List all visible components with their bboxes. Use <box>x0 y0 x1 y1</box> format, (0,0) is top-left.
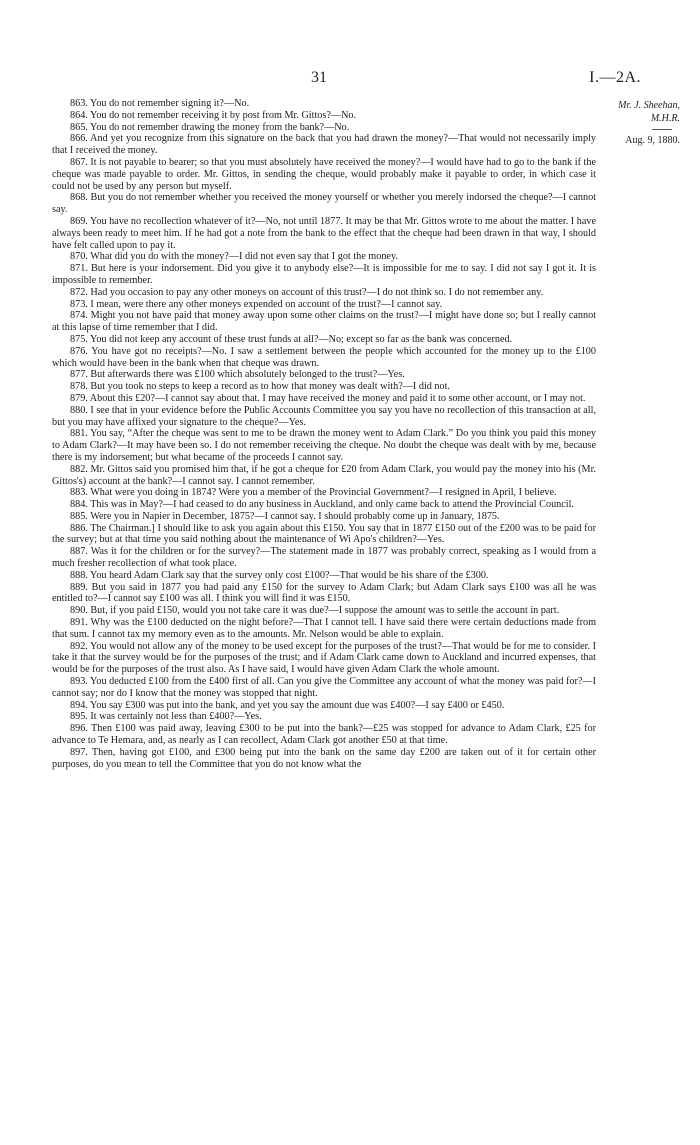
testimony-paragraph: 868. But you do not remember whether you received the money yourself or whether you merely indorsed the cheque?—I cannot say. <box>52 192 596 216</box>
testimony-paragraph: 893. You deducted £100 from the £400 first of all. Can you give the Committee any account of what the money was paid for?—I cannot say; nor do I know that the money was stopped that night. <box>52 676 596 699</box>
testimony-paragraph: 885. Were you in Napier in December, 1875?—I cannot say. I should probably come up in January, 1875. <box>70 510 500 522</box>
testimony-paragraph: 896. Then £100 was paid away, leaving £300 to be put into the bank?—£25 was stopped for advance to Adam Clark, £25 for advance to Te Hemara, and, as nearly as I can recollect, Adam Clark got another £50 at that time. <box>52 723 596 747</box>
testimony-paragraph: 889. But you said in 1877 you had paid any £150 for the survey to Adam Clark; but Adam Clark says £100 was all he was entitled to?—I cannot say £100 was all. I think you will find it was £150. <box>52 581 596 605</box>
testimony-paragraph: 887. Was it for the children or for the survey?—The statement made in 1877 was probably correct, speaking as I would from a much fresher recollection of what took place. <box>52 546 596 570</box>
testimony-paragraph: 872. Had you occasion to pay any other moneys on account of this trust?—I do not think so. I do not remember any. <box>70 286 544 298</box>
testimony-paragraph: 886. The Chairman.] I should like to ask you again about this £150. You say that in 1877 £150 out of the £200 was to be paid for the survey; but at that time you said nothing about the maintenance of Wi Apo's children?—Yes. <box>52 522 596 546</box>
testimony-paragraph: 884. This was in May?—I had ceased to do any business in Auckland, and only came back to attend the Provincial Council. <box>70 499 574 511</box>
page-number: 31 <box>311 69 327 86</box>
sidenote-divider <box>652 129 672 130</box>
page-header <box>0 69 700 89</box>
testimony-paragraph: 888. You heard Adam Clark say that the survey only cost £100?—That would be his share of the £300. <box>70 569 489 581</box>
testimony-paragraph: 883. What were you doing in 1874? Were you a member of the Provincial Government?—I resigned in April, I believe. <box>70 487 557 499</box>
testimony-paragraph: 879. About this £20?—I cannot say about that. I may have received the money and paid it to some other account, or I may not. <box>70 392 586 404</box>
testimony-paragraph: 897. Then, having got £100, and £300 being put into the bank on the same day £200 are taken out of it for certain other purposes, do you mean to tell the Committee that you do not know what the <box>52 746 596 770</box>
witness-title: M.H.R. <box>650 113 680 124</box>
testimony-paragraph: 894. You say £300 was put into the bank, and yet you say the amount due was £400?—I say £400 or £450. <box>70 699 505 711</box>
testimony-paragraph: 871. But here is your indorsement. Did you give it to anybody else?—It is impossible for me to say. I did not say I got it. It is impossible to remember. <box>52 263 596 286</box>
document-reference: I.—2A. <box>589 69 641 86</box>
testimony-paragraph: 873. I mean, were there any other moneys expended on account of the trust?—I cannot say. <box>70 298 443 310</box>
testimony-paragraph: 895. It was certainly not less than £400?—Yes. <box>70 711 262 723</box>
testimony-paragraph: 890. But, if you paid £150, would you not take care it was due?—I suppose the amount was to settle the account in part. <box>70 605 560 617</box>
witness-sidenote <box>598 99 680 147</box>
testimony-paragraph: 865. You do not remember drawing the money from the bank?—No. <box>70 121 350 133</box>
testimony-paragraph: 876. You have got no receipts?—No. I saw a settlement between the people which accounted for the money up to the £100 which would have been in the bank when that cheque was drawn. <box>52 345 596 369</box>
witness-name: Mr. J. Sheehan, <box>618 100 680 111</box>
testimony-paragraph: 892. You would not allow any of the money to be used except for the purposes of the trust?—That would be for me to consider. I take it that the survey would be for the purposes of the trust; and if Adam Clark came down to Auckland and incurred expenses, that would be for the purposes of the trust also. As I have said, I would have given Adam Clark the whole amount. <box>52 640 596 676</box>
testimony-paragraph: 877. But afterwards there was £100 which absolutely belonged to the trust?—Yes. <box>70 369 405 381</box>
testimony-paragraph: 869. You have no recollection whatever of it?—No, not until 1877. It may be that Mr. Gittos wrote to me about the matter. I have always been ready to meet him. If he had got a note from the bank to the effect that the cheque had been drawn in that way, I should have felt called upon to pay it. <box>52 215 596 251</box>
testimony-paragraph: 881. You say, “After the cheque was sent to me to be drawn the money went to Adam Clark.” Do you think you paid this money to Adam Clark?—It may have been so. I do not remember receiving the cheque. No doubt the cheque was dealt with by me, because there is my indorsement; but what became of the proceeds I cannot say. <box>52 428 596 463</box>
testimony-paragraph: 864. You do not remember receiving it by post from Mr. Gittos?—No. <box>70 109 357 121</box>
testimony-body <box>52 98 596 770</box>
testimony-paragraph: 880. I see that in your evidence before the Public Accounts Committee you say you have no recollection of this transaction at all, but you may have affixed your signature to the cheque?—Yes. <box>52 404 596 428</box>
testimony-paragraph: 867. It is not payable to bearer; so that you must absolutely have received the money?—I would have had to go to the bank if the cheque was made payable to order. Mr. Gittos, in sending the cheque, would probably make it payable to order, in which case it could not be used by any person but myself. <box>52 156 596 192</box>
testimony-paragraph: 870. What did you do with the money?—I did not even say that I got the money. <box>70 251 398 263</box>
testimony-paragraph: 863. You do not remember signing it?—No. <box>70 98 250 109</box>
testimony-paragraph: 866. And yet you recognize from this signature on the back that you had drawn the money?—That would not necessarily imply that I received the money. <box>52 133 596 157</box>
testimony-paragraph: 875. You did not keep any account of these trust funds at all?—No; except so far as the bank was concerned. <box>70 333 513 345</box>
hearing-date: Aug. 9, 1880. <box>625 135 680 146</box>
testimony-paragraph: 882. Mr. Gittos said you promised him that, if he got a cheque for £20 from Adam Clark, you would pay the money into his (Mr. Gittos's) account at the bank?—I cannot say. I cannot remember. <box>52 463 596 487</box>
testimony-paragraph: 891. Why was the £100 deducted on the night before?—That I cannot tell. I have said there were certain deductions made from that sum. I cannot tax my memory even as to the amounts. Mr. Nelson would be able to explain. <box>52 617 596 640</box>
testimony-paragraph: 878. But you took no steps to keep a record as to how that money was dealt with?—I did not. <box>70 381 450 393</box>
testimony-paragraph: 874. Might you not have paid that money away upon some other claims on the trust?—I might have done so; but I really cannot at this lapse of time remember that I did. <box>52 310 596 334</box>
